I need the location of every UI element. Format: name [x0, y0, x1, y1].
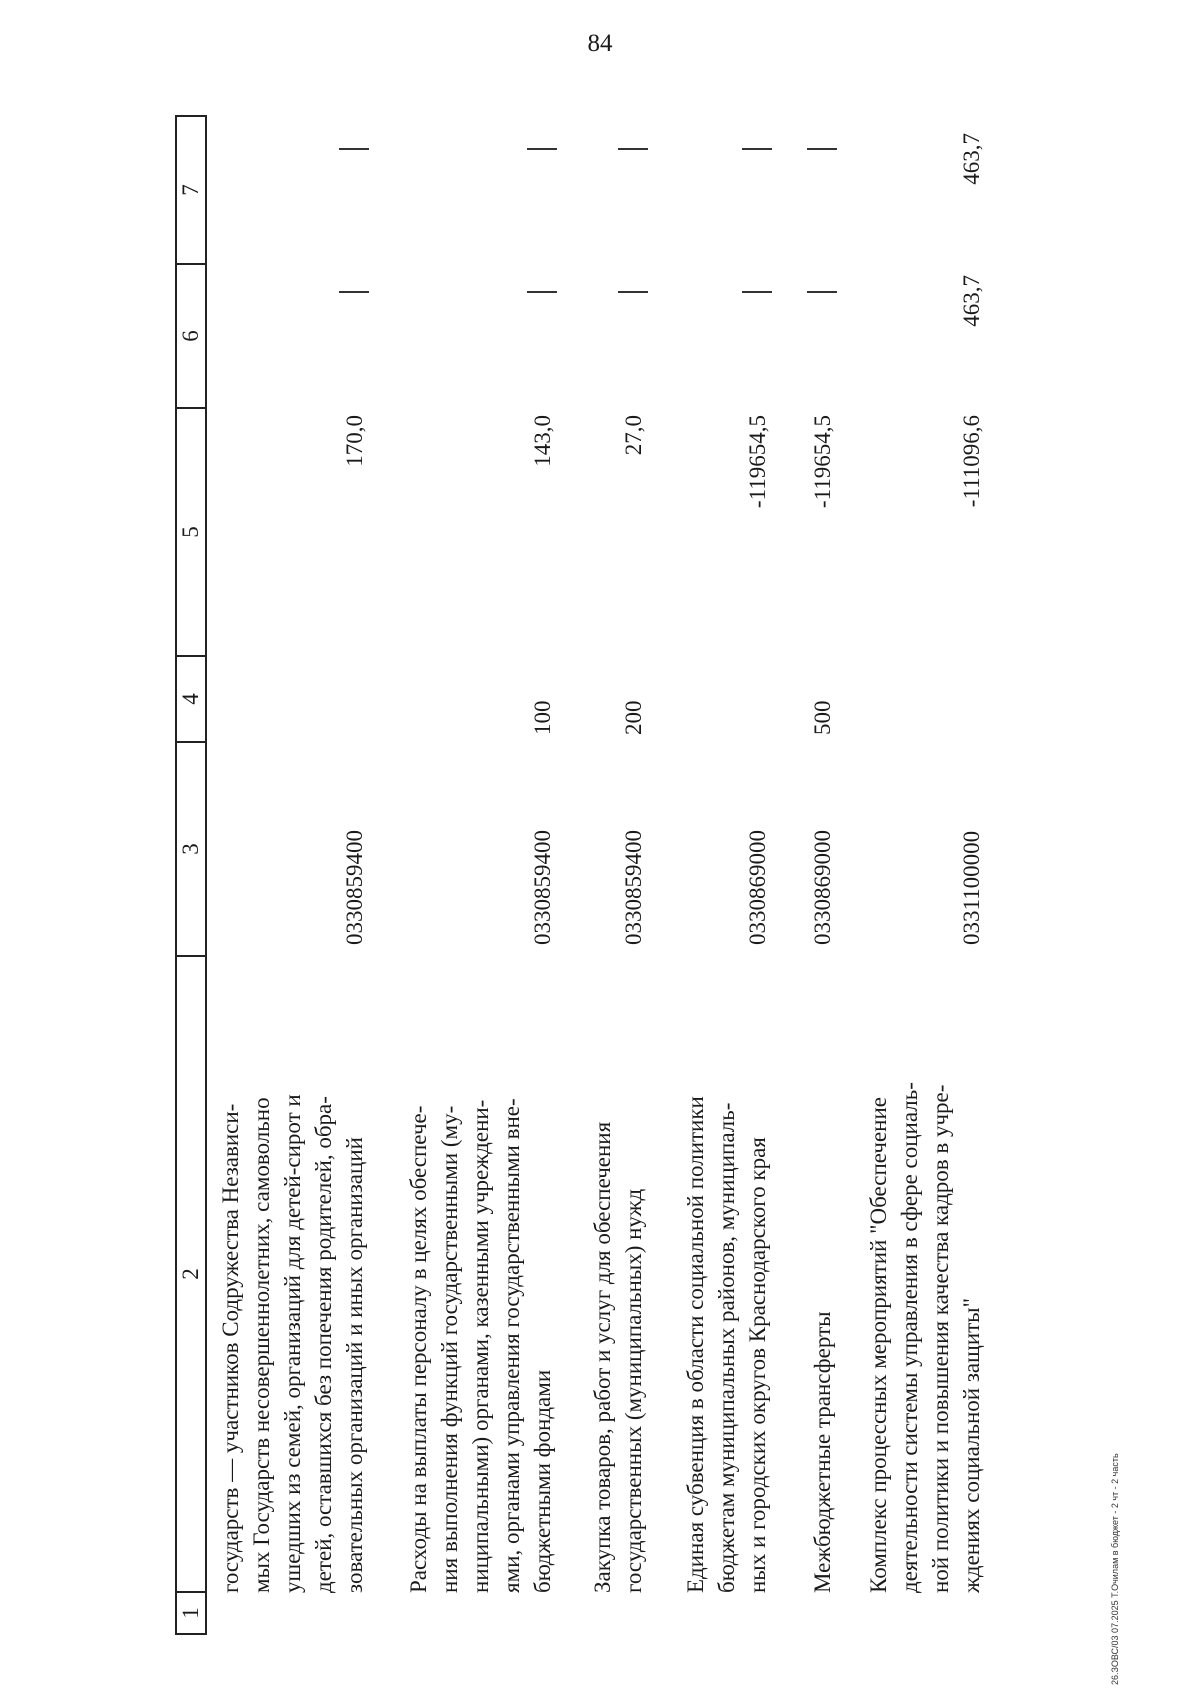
description-line: Расходы на выплаты персоналу в целях обеспече-	[406, 1105, 431, 1593]
header-col-7: 7	[177, 115, 205, 265]
table-row	[403, 115, 563, 1635]
row-code: 0330859400	[342, 830, 367, 945]
row-description	[403, 971, 558, 1593]
description-line: ных и городских округов Краснодарского края	[745, 1137, 770, 1593]
row-description	[680, 971, 773, 1593]
row-code: 0331100000	[959, 830, 984, 945]
table-row	[587, 115, 657, 1635]
row-description	[863, 971, 987, 1593]
row-value-7-dash	[527, 148, 557, 150]
header-col-1: 1	[177, 1593, 205, 1635]
description-line: зовательных организаций и иных организаций	[342, 1137, 367, 1593]
description-line: ушедших из семей, организаций для детей-сирот и	[280, 1094, 305, 1593]
page-number: 84	[587, 30, 613, 57]
description-line: государств — участников Содружества Независи-	[218, 1103, 243, 1593]
description-line: Комплекс процессных мероприятий "Обеспечение	[866, 1096, 891, 1593]
description-line: бюджетам муниципальных районов, муниципаль-	[714, 1102, 739, 1593]
row-value-6-dash	[618, 291, 648, 293]
description-line: ждениях социальной защиты"	[959, 1297, 984, 1593]
print-footer-text: 26.ЗОВС/03 07.2025 Т.Очилам в бюджет - 2 чт - 2 часть	[1110, 1453, 1120, 1685]
budget-table	[175, 115, 1200, 1635]
description-line: Единая субвенция в области социальной политики	[683, 1096, 708, 1593]
row-expense-type: 200	[621, 700, 646, 735]
row-value-7-dash	[807, 148, 837, 150]
description-line: ниципальными) органами, казенными учреждени-	[468, 1099, 493, 1593]
description-line: Закупка товаров, работ и услуг для обеспечения	[590, 1121, 615, 1593]
description-line: ями, органами управления государственными вне-	[499, 1098, 524, 1593]
row-value-7: 463,7	[959, 133, 984, 185]
row-expense-type: 500	[810, 700, 835, 735]
row-value-6-dash	[339, 291, 369, 293]
header-col-5: 5	[177, 409, 205, 657]
row-value-6-dash	[807, 291, 837, 293]
table-row	[680, 115, 780, 1635]
row-value-5: -119654,5	[810, 415, 835, 509]
row-code: 0330859400	[621, 830, 646, 945]
row-value-5: -119654,5	[745, 415, 770, 509]
description-line: Межбюджетные трансферты	[810, 1311, 835, 1593]
row-code: 0330869000	[810, 830, 835, 945]
row-description	[215, 971, 370, 1593]
print-footer	[1110, 1453, 1120, 1686]
table-row	[807, 115, 847, 1635]
header-col-6: 6	[177, 265, 205, 409]
row-description	[587, 971, 649, 1593]
header-col-4: 4	[177, 657, 205, 743]
description-line: мых Государств несовершеннолетних, самовольно	[249, 1097, 274, 1593]
row-value-5: 170,0	[342, 415, 367, 467]
row-value-6-dash	[742, 291, 772, 293]
row-code: 0330869000	[745, 830, 770, 945]
row-description	[807, 971, 838, 1593]
description-line: ной политики и повышения качества кадров в учре-	[928, 1084, 953, 1593]
row-value-6-dash	[527, 291, 557, 293]
table-row	[215, 115, 385, 1635]
row-value-7-dash	[618, 148, 648, 150]
row-value-5: -111096,6	[959, 415, 984, 508]
table-row	[863, 115, 993, 1635]
row-value-7-dash	[339, 148, 369, 150]
header-col-3: 3	[177, 743, 205, 957]
row-code: 0330859400	[530, 830, 555, 945]
description-line: ния выполнения функций государственными (му-	[437, 1105, 462, 1593]
description-line: деятельности системы управления в сфере социаль-	[897, 1082, 922, 1593]
row-value-7-dash	[742, 148, 772, 150]
row-value-5: 143,0	[530, 415, 555, 467]
row-expense-type: 100	[530, 700, 555, 735]
row-value-5: 27,0	[621, 415, 646, 456]
header-col-2: 2	[177, 957, 205, 1593]
description-line: бюджетными фондами	[530, 1369, 555, 1593]
table-header	[175, 115, 207, 1635]
description-line: детей, оставшихся без попечения родителей, обра-	[311, 1096, 336, 1593]
row-value-6: 463,7	[959, 275, 984, 327]
description-line: государственных (муниципальных) нужд	[621, 1188, 646, 1593]
